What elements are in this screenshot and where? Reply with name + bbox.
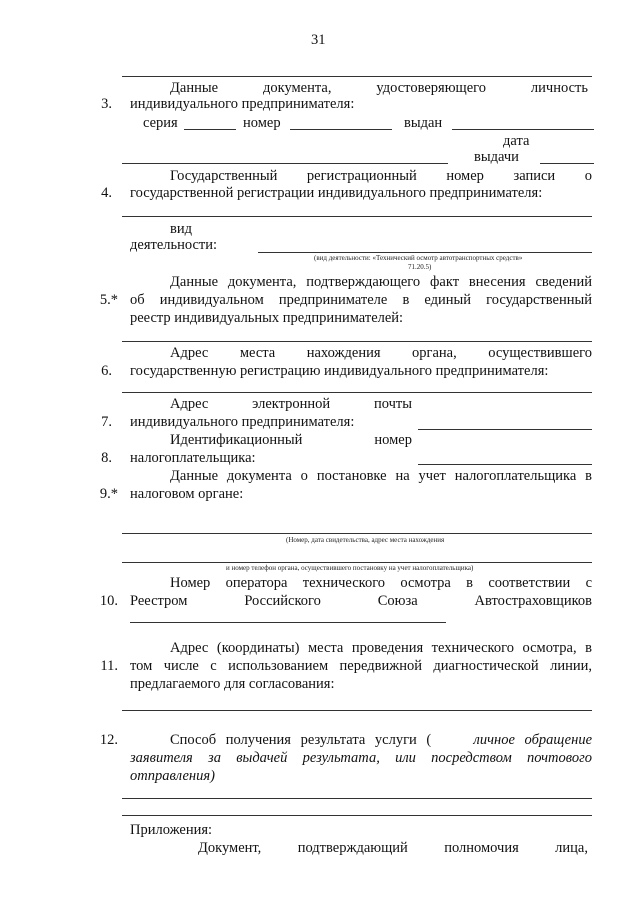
s3-word: Данные bbox=[170, 80, 219, 96]
s5-line2: об индивидуальном предпринимателе в единый государственный bbox=[130, 292, 592, 308]
s4-word: записи bbox=[513, 168, 556, 184]
s5-line1: Данные документа, подтверждающего факт внесения сведений bbox=[170, 274, 592, 290]
activity-caption: (вид деятельности: «Технический осмотр автотранспортных средств» bbox=[314, 254, 523, 262]
tax-caption-1: (Номер, дата свидетельства, адрес места нахождения bbox=[286, 536, 445, 544]
series-field[interactable] bbox=[184, 129, 236, 130]
s4-word: о bbox=[584, 168, 592, 184]
s7-word: электронной bbox=[252, 396, 331, 412]
s12-line1-italic: личное обращение bbox=[473, 732, 592, 748]
s12-line1-plain: Способ получения результата услуги ( bbox=[170, 732, 432, 748]
s11-line2: том числе с использованием передвижной диагностической линии, bbox=[130, 658, 592, 674]
issued-by-field-line2[interactable] bbox=[122, 163, 448, 164]
series-label: серия bbox=[143, 115, 178, 131]
s12-line1 bbox=[170, 732, 592, 749]
inspection-address-field[interactable] bbox=[122, 710, 592, 711]
s10-word: Российского bbox=[244, 593, 321, 609]
s5-number: 5.* bbox=[99, 292, 118, 308]
operator-number-field[interactable] bbox=[130, 622, 446, 623]
s9-line1: Данные документа о постановке на учет налогоплательщика в bbox=[170, 468, 592, 484]
s6-word: места bbox=[239, 345, 276, 361]
s11-line3: предлагаемого для согласования: bbox=[130, 676, 335, 692]
s3-word: удостоверяющего bbox=[376, 80, 486, 96]
s8-word: Идентификационный bbox=[170, 432, 303, 448]
s9-number: 9.* bbox=[99, 486, 118, 502]
s6-line1 bbox=[170, 345, 592, 362]
result-method-field[interactable] bbox=[122, 798, 592, 799]
s5-line3: реестр индивидуальных предпринимателей: bbox=[130, 310, 404, 326]
s8-word: номер bbox=[374, 432, 412, 448]
s4-word: регистрационный bbox=[306, 168, 417, 184]
s6-word: нахождения bbox=[306, 345, 381, 361]
reg-authority-field[interactable] bbox=[122, 392, 592, 393]
email-field[interactable] bbox=[418, 429, 592, 430]
s7-number: 7. bbox=[101, 414, 112, 430]
s4-line2: государственной регистрации индивидуального предпринимателя: bbox=[130, 185, 543, 201]
s3-number: 3. bbox=[101, 96, 112, 112]
s9-line2: налоговом органе: bbox=[130, 486, 244, 502]
s8-line2: налогоплательщика: bbox=[130, 450, 256, 466]
s4-number: 4. bbox=[101, 185, 112, 201]
issued-by-field[interactable] bbox=[452, 129, 594, 130]
s12-line3: отправления) bbox=[130, 768, 215, 784]
s12-line2: заявителя за выдачей результата, или посредством почтового bbox=[130, 750, 592, 766]
appendix-word: лица, bbox=[555, 840, 588, 856]
page-number: 31 bbox=[311, 32, 326, 48]
result-method-field-2[interactable] bbox=[122, 815, 592, 816]
s4-line1 bbox=[170, 168, 592, 185]
s10-word: Реестром bbox=[130, 593, 188, 609]
s8-number: 8. bbox=[101, 450, 112, 466]
egrip-field[interactable] bbox=[122, 341, 592, 342]
date-label: дата bbox=[503, 133, 530, 149]
activity-label-1: вид bbox=[170, 221, 192, 237]
top-rule bbox=[122, 76, 592, 77]
s11-line1: Адрес (координаты) места проведения технического осмотра, в bbox=[170, 640, 592, 656]
s6-word: Адрес bbox=[170, 345, 209, 361]
issue-date-field[interactable] bbox=[540, 163, 594, 164]
tax-doc-field[interactable] bbox=[122, 533, 592, 534]
s4-word: Государственный bbox=[170, 168, 278, 184]
s12-number: 12. bbox=[99, 732, 118, 748]
number-label: номер bbox=[243, 115, 281, 131]
s7-word: почты bbox=[373, 396, 412, 412]
s7-word: Адрес bbox=[170, 396, 209, 412]
tax-caption-2: и номер телефон органа, осуществившего постановку на учет налогоплательщика) bbox=[226, 564, 474, 572]
s6-line2: государственную регистрацию индивидуального предпринимателя: bbox=[130, 363, 549, 379]
s10-line1: Номер оператора технического осмотра в соответствии с bbox=[170, 575, 592, 591]
s11-number: 11. bbox=[100, 658, 118, 674]
s10-word: Союза bbox=[377, 593, 418, 609]
s6-number: 6. bbox=[101, 363, 112, 379]
s8-line1 bbox=[170, 432, 412, 449]
s3-word: личность bbox=[530, 80, 588, 96]
appendix-line1 bbox=[198, 840, 588, 857]
s4-word: номер bbox=[446, 168, 484, 184]
s3-title-line2: индивидуального предпринимателя: bbox=[130, 96, 355, 112]
activity-label-2: деятельности: bbox=[130, 237, 218, 253]
issued-label: выдан bbox=[404, 115, 443, 131]
s6-word: органа, bbox=[412, 345, 457, 361]
appendix-word: Документ, bbox=[198, 840, 262, 856]
issue-label: выдачи bbox=[474, 149, 519, 165]
tax-doc-field-2[interactable] bbox=[122, 562, 592, 563]
number-field[interactable] bbox=[290, 129, 392, 130]
s10-line2 bbox=[130, 593, 592, 610]
activity-code: 71.20.5) bbox=[408, 263, 432, 271]
appendix-title: Приложения: bbox=[130, 822, 213, 838]
activity-field[interactable] bbox=[258, 252, 592, 253]
s10-number: 10. bbox=[99, 593, 118, 609]
s7-line1 bbox=[170, 396, 412, 413]
s3-word: документа, bbox=[262, 80, 332, 96]
appendix-word: полномочия bbox=[444, 840, 519, 856]
s7-line2: индивидуального предпринимателя: bbox=[130, 414, 355, 430]
s3-title-line1 bbox=[170, 80, 588, 97]
reg-number-field[interactable] bbox=[122, 216, 592, 217]
s6-word: осуществившего bbox=[488, 345, 592, 361]
inn-field[interactable] bbox=[418, 464, 592, 465]
appendix-word: подтверждающий bbox=[297, 840, 408, 856]
s10-word: Автостраховщиков bbox=[474, 593, 592, 609]
